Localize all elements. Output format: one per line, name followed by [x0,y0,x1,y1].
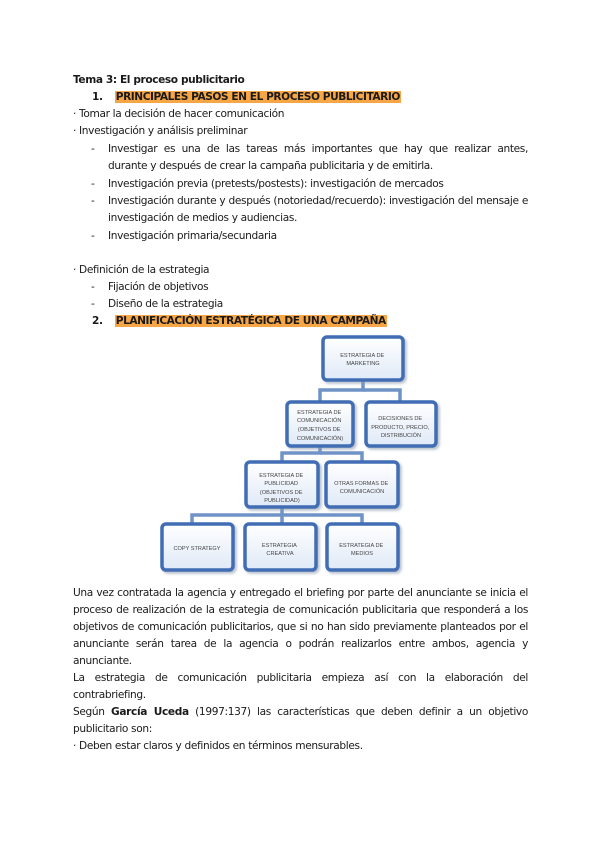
paragraph-3-suffix: (1997:137) las características que deben definir a un objetivo publicitario son: [73,706,528,735]
box-comunicacion-text: ESTRATEGIA DE COMUNICACIÓN (OBJETIVOS DE COMUNICACIÓN) [296,410,344,442]
section-2-number: 2. [92,315,103,327]
box-decisiones-text: DECISIONES DE PRODUCTO, PRECIO, DISTRIBUCIÓN [371,416,430,439]
bullet-item: Fijación de objetivos [108,281,209,293]
page-heading: Tema 3: El proceso publicitario [73,74,245,86]
box-copy-text: COPY STRATEGY [173,546,221,552]
section-1-title: PRINCIPALES PASOS EN EL PROCESO PUBLICITARIO [115,91,400,103]
box-medios-text: ESTRATEGIA DE MEDIOS [339,543,384,557]
paragraph-1: Una vez contratada la agencia y entregado el briefing por parte del anunciante se inicia el proceso de realización de la estrategia de comunicación publicitaria que responderá a los objetivos de comunicación publicitarios, que si no han sido previamente planteados por el anunciante serán tarea de la agencia o podrán realizarlos entre ambos, agencia y anunciante. [73,587,528,667]
bullet-dash: - [91,298,95,310]
bullet-dash: - [91,230,95,242]
section-2-title: PLANIFICACIÓN ESTRATÉGICA DE UNA CAMPAÑA [115,315,386,327]
bullet-dash: - [91,195,95,207]
bullet-dash: - [91,178,95,190]
box-marketing [323,337,403,380]
item-tomar: · Tomar la decisión de hacer comunicación [73,108,285,120]
item-investigacion: · Investigación y análisis preliminar [73,125,248,137]
paragraph-3 [73,704,528,738]
box-otras-text: OTRAS FORMAS DE COMUNICACIÓN [334,481,389,495]
bullet-item: Investigación primaria/secundaria [108,230,277,242]
box-publicidad [246,462,318,507]
bullet-item: Investigación previa (pretests/postests): investigación de mercados [108,178,444,190]
bullet-item: Diseño de la estrategia [108,298,223,310]
bullet-dash: - [91,143,95,155]
box-decisiones [366,402,436,446]
box-otras [326,462,398,507]
bullet-dash: - [91,281,95,293]
box-publicidad-text: ESTRATEGIA DE PUBLICIDAD (OBJETIVOS DE PUBLICIDAD) [259,473,304,504]
box-creativa [245,524,316,570]
box-creativa-text: ESTRATEGIA CREATIVA [261,543,297,557]
item-definicion: · Definición de la estrategia [73,264,210,276]
box-copy [162,524,233,570]
paragraph-3-prefix: Según [73,706,105,718]
last-line: · Deben estar claros y definidos en términos mensurables. [73,740,363,752]
box-marketing-text: ESTRATEGIA DE MARKETING [340,353,385,367]
bullet-item: Investigación durante y después (notoriedad/recuerdo): investigación del mensaje e investigación de medios y audiencias. [108,195,528,224]
author-name: García Uceda [111,706,189,718]
bullet-item: Investigar es una de las tareas más importantes que hay que realizar antes, durante y después de crear la campaña publicitaria y de emitirla. [108,143,528,172]
box-comunicacion [287,402,353,446]
box-medios [327,524,398,570]
paragraph-2: La estrategia de comunicación publicitaria empieza así con la elaboración del contrabriefing. [73,672,528,701]
section-1-number: 1. [92,91,103,103]
